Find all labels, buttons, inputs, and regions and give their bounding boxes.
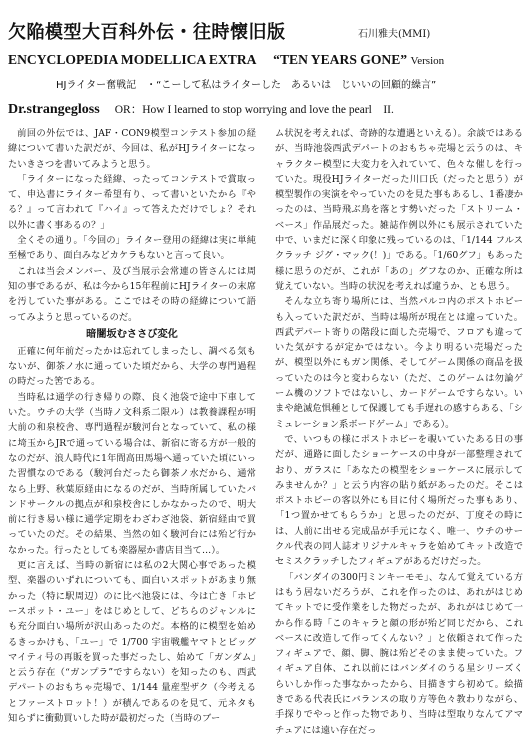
paragraph: そんな立ち寄り場所には、当然パルコ内のポストホビーも入っていた訳だが、当時は場所が現在とは違っていた。西武デパート寄りの階段に面した売場で、フロアも違っていた気がするが定かではない。今より明るい売場だったが、模型以外にもガン関係、そしてゲーム関係の商品を扱っていたのは今と変わらない（ただ、このゲームは勿論ゲーム機のソフトではないし、カードゲームですらない。いまや絶滅危惧種として保護しても手遅れの感すらある、「シミュレーション系ボードゲーム」である）。 [275,296,523,430]
byline [8,98,394,118]
english-title [8,52,444,68]
paragraph: 更に言えば、当時の新宿には私の2大関心事であった模型、楽器のいずれについても、面白いスポットがあまり無かった（特に駅周辺）のに比べ池袋には、今は亡き「ホビースポット・ユー」をはじめとして、どちらのジャンルにも充分面白い場所が沢山あったのだ。本格的に模型を始めるきっかけも、「ユー」で 1/700 宇宙戦艦ヤマトとビッグマイティ号の再販を買った事だったし、始めて「ガンダム」と云う存在（“ガンプラ”ですらない）を知ったのも、西武デパートのおもちゃ売場で、1/144 量産型ザク（今考えるとファーストロット！）が積んであるのを見て、元ネタも知らずに衝動買いした時が最初だった（当時のブー [8,560,256,724]
author-name: 石川雅夫(MMI) [358,29,431,40]
paragraph: 全くその通り。「今回の」ライター登用の経緯は実に単純至極であり、面白みなどカケラもないと言って良い。 [8,235,256,262]
subtitle: HJライター奮戦記 ・“こーして私はライターした あるいは じいいの回顧的繰言” [56,80,437,91]
title-row [8,18,523,44]
paragraph: これは当会メンバー、及び当展示会常連の皆さんには周知の事であるが、私は今から15年程前にHJライターの末席を汚していた事がある。ここではその時の経緯について語ってみようと思っているのだ。 [8,265,256,323]
byline-name: Dr.strangegloss [8,102,100,117]
english-title-version: Version [410,55,445,67]
left-column [8,126,256,746]
section-heading: 暗闇坂むささび変化 [86,328,178,340]
paragraph: 前回の外伝では、JAF・CON9模型コンテスト参加の経緯について書いた訳だが、今回は、私がHJライターになったいきさつを書いてみようと思う。 [8,128,256,170]
paragraph: 「ライターになった経緯、ったってコンテストで賞取って、申込書にライター希望有り、って書いといたから『やる？』って言われて『ハイ』って答えただけでしょ？それ以外に書く事あるの？」 [8,173,256,231]
byline-alt-title: OR：How I learned to stop worrying and love the pearl II. [114,104,394,116]
paragraph: 当時私は通学の行き帰りの際、良く池袋で途中下車していた。ウチの大学（当時ノ文科系二限ル）は教養課程が明大前の和泉校舎、専門過程が駿河台となっていて、私の様に埼玉からJRで通っている場合は、新宿に寄る方が一般的なのだが、浪人時代に1年間高田馬場へ通っていた頃にいった習慣なのである（駿河台だったら御茶ノ水だから、通常なら上野、秋葉原経由になるのだが、当時所属していたバンドサークルの拠点が和泉校舎にしかなかったので、明大前に行き易い様に通学定期をわざわざ池袋、新宿経由で買っていたのだ。その結果、当然の如く駿河台には殆ど行かなかった。行ったとしても楽器屋か書店目当て…）。 [8,391,256,556]
right-column [275,126,523,746]
english-title-main: ENCYCLOPEDIA MODELLICA EXTRA [8,52,256,67]
paragraph: 「バンダイの300円ミンキーモモ」、なんて覚えている方はもう居ないだろうが、これを作ったのは、あれがはじめてキットでに受作業をした物だったが、あれがはじめて一から作る時「このキャラと顔の形が殆ど同じだから、これベースに改造して作ってくんない？」と依頼されて作ったフィギュアで、顔、脚、腕は殆どそのまま使っていた。フィギュア自体、これ以前にはバンダイのうる星シリーズくらいしか作った事なかったから、目描きすら初めて。絵描きである代表氏にバランスの取り方等色々教わりながら、手探りでやっと作った物であり、当時は型取りなんてアマチュアには遠い存在だっ [275,571,523,736]
main-title: 欠陥模型大百科外伝・往時懐旧版 [8,22,286,43]
english-title-quote: “TEN YEARS GONE” [273,52,408,67]
paragraph: ム状況を考えれば、奇跡的な遭遇といえる）。余談ではあるが、当時池袋西武デパートのおもちゃ売場と云うのは、キャラクター模型に大変力を入れていて、色々な催しを行っていた。現役HJライターだった川口氏（だったと思う）が模型製作の実演をやっていたのを見た事もあるし、1番凄かったのは、当時飛ぶ鳥を落とす勢いだった「ストリーム・ベース」作品展だった。雑誌作例以外にも展示されていた中で、いまだに深く印象に残っているのは、「1/144 フルスクラッチ ジグ・マック(！)」である。「1/60グフ」もあった様に思うのだが、これが「あの」グフなのか、正確な所は覚えていない。当時の状況を考えれば違うか、とも思う。 [275,128,523,292]
paragraph: で、いつもの様にポストホビーを覗いていたある日の事だが、通路に面したショーケースの中身が一部整理されており、ガラスに「あなたの模型をショーケースに展示してみませんか？」と云う内容の貼り紙があったのだ。そこはポストホビーの客以外にも目に付く場所だった事もあり、「1つ置かせてもらうか」と思ったのだが、丁度その時には、人前に出せる完成品が手元になく、唯一、ウチのサークル代表の同人誌オリジナルキャラを始めてキット改造でセミスクラッチしたフィギュアがあるだけだった。 [275,433,523,568]
paragraph: 正確に何年前だったかは忘れてしまったし、調べる気もないが、御茶ノ水に通っていた頃だから、大学の専門過程の時だった筈である。 [8,345,256,388]
